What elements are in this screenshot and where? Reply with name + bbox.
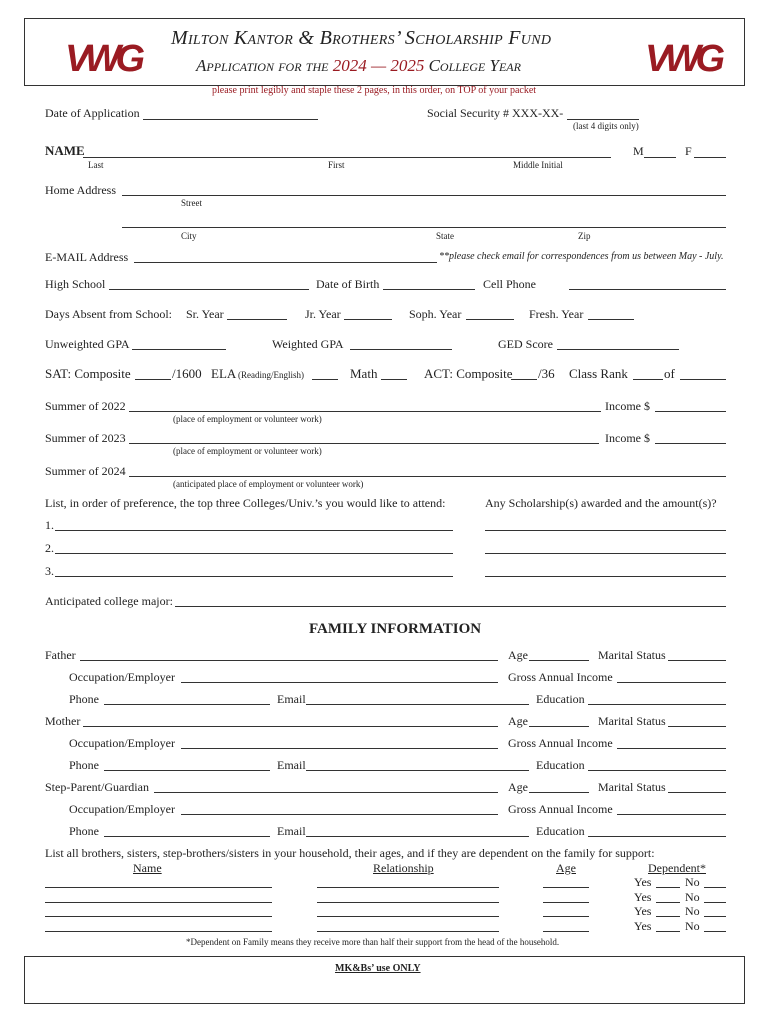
step-parent-label: Step-Parent/Guardian <box>45 780 149 794</box>
city-state-zip-field[interactable] <box>122 227 726 228</box>
summer-2022-income-field[interactable] <box>655 411 726 412</box>
sat-max: /1600 <box>172 366 202 381</box>
mother-label: Mother <box>45 714 81 728</box>
vwg-logo-right <box>643 33 729 79</box>
father-income-field[interactable] <box>617 682 726 683</box>
summer-2023-label: Summer of 2023 <box>45 431 126 445</box>
step-parent-age-field[interactable] <box>529 792 589 793</box>
mother-phone-label: Phone <box>69 758 99 772</box>
class-rank-label: Class Rank <box>569 366 628 381</box>
father-age-field[interactable] <box>529 660 589 661</box>
sr-year-label: Sr. Year <box>186 307 224 321</box>
office-use-label: MK&Bs’ use ONLY <box>335 963 421 974</box>
sat-composite-field[interactable] <box>135 379 171 380</box>
sibling-3-age-field[interactable] <box>543 916 589 917</box>
sibling-4-relationship-field[interactable] <box>317 931 499 932</box>
college-major-label: Anticipated college major: <box>45 594 173 608</box>
siblings-col-name: Name <box>133 861 162 875</box>
subtitle-years: 2024 — 2025 <box>332 56 425 75</box>
summer-2023-income-field[interactable] <box>655 443 726 444</box>
mother-marital-field[interactable] <box>668 726 726 727</box>
email-field[interactable] <box>134 262 437 263</box>
date-of-application-label: Date of Application <box>45 106 140 120</box>
sibling-1-name-field[interactable] <box>45 887 272 888</box>
subtitle-prefix: Application for the <box>196 56 329 75</box>
vwg-logo-left <box>63 33 149 79</box>
sex-m-field[interactable] <box>644 157 676 158</box>
father-age-label: Age <box>508 648 528 662</box>
father-education-label: Education <box>536 692 585 706</box>
sibling-4-yes-field[interactable] <box>656 931 680 932</box>
logo-text-right: VWG <box>645 38 725 79</box>
jr-year-label: Jr. Year <box>305 307 341 321</box>
date-of-birth-label: Date of Birth <box>316 277 380 291</box>
father-occupation-label: Occupation/Employer <box>69 670 175 684</box>
ged-score-field[interactable] <box>557 349 679 350</box>
zip-caption: Zip <box>578 231 591 241</box>
email-note: **please check email for correspondences from us between May - July. <box>439 251 724 262</box>
summer-2024-field[interactable] <box>129 476 726 477</box>
logo-text-left: VWG <box>65 38 145 79</box>
sibling-1-age-field[interactable] <box>543 887 589 888</box>
mother-occupation-label: Occupation/Employer <box>69 736 175 750</box>
father-marital-field[interactable] <box>668 660 726 661</box>
sibling-4-no-field[interactable] <box>704 931 726 932</box>
sibling-1-yes-label: Yes <box>634 875 652 889</box>
office-use-box <box>24 956 745 1004</box>
siblings-footnote: *Dependent on Family means they receive more than half their support from the head of the household. <box>186 937 560 947</box>
fresh-year-label: Fresh. Year <box>529 307 584 321</box>
class-size-field[interactable] <box>680 379 726 380</box>
step-parent-field[interactable] <box>154 792 498 793</box>
sibling-3-relationship-field[interactable] <box>317 916 499 917</box>
street-caption: Street <box>181 198 202 208</box>
math-label: Math <box>350 366 378 381</box>
sibling-3-yes-field[interactable] <box>656 916 680 917</box>
siblings-prompt: List all brothers, sisters, step-brothers/sisters in your household, their ages, and if they are dependent on the family for support: <box>45 846 655 860</box>
sibling-4-age-field[interactable] <box>543 931 589 932</box>
ged-score-label: GED Score <box>498 337 553 351</box>
sibling-2-yes-field[interactable] <box>656 902 680 903</box>
summer-2023-income-label: Income $ <box>605 431 650 445</box>
sibling-2-yes-label: Yes <box>634 890 652 904</box>
mother-email-field[interactable] <box>306 770 529 771</box>
step-parent-marital-label: Marital Status <box>598 780 666 794</box>
mother-email-label: Email <box>277 758 306 772</box>
mother-field[interactable] <box>83 726 498 727</box>
summer-2024-note: (anticipated place of employment or volunteer work) <box>173 479 364 489</box>
soph-year-field[interactable] <box>466 319 514 320</box>
college-1-field[interactable] <box>55 530 453 531</box>
family-heading: FAMILY INFORMATION <box>309 621 482 637</box>
sibling-4-no-label: No <box>685 919 700 933</box>
weighted-gpa-field[interactable] <box>350 349 452 350</box>
high-school-field[interactable] <box>109 289 309 290</box>
college-3-label: 3. <box>45 564 54 578</box>
father-phone-field[interactable] <box>104 704 270 705</box>
sibling-1-no-label: No <box>685 875 700 889</box>
summer-2023-field[interactable] <box>129 443 599 444</box>
soph-year-label: Soph. Year <box>409 307 462 321</box>
mother-income-label: Gross Annual Income <box>508 736 613 750</box>
sibling-1-no-field[interactable] <box>704 887 726 888</box>
step-parent-phone-field[interactable] <box>104 836 270 837</box>
home-address-label: Home Address <box>45 183 116 197</box>
step-parent-email-field[interactable] <box>306 836 529 837</box>
summer-2022-field[interactable] <box>129 411 601 412</box>
header-box <box>24 18 745 86</box>
name-label: NAME <box>45 143 85 158</box>
ela-label: ELA <box>211 366 237 381</box>
siblings-col-dependent: Dependent* <box>648 861 706 875</box>
college-1-label: 1. <box>45 518 54 532</box>
scholarship-1-field[interactable] <box>485 530 726 531</box>
father-education-field[interactable] <box>588 704 726 705</box>
father-label: Father <box>45 648 76 662</box>
sex-m-label: M <box>633 144 644 158</box>
jr-year-field[interactable] <box>344 319 392 320</box>
father-phone-label: Phone <box>69 692 99 706</box>
mother-income-field[interactable] <box>617 748 726 749</box>
sr-year-field[interactable] <box>227 319 287 320</box>
cell-phone-field[interactable] <box>569 289 726 290</box>
ela-note: (Reading/English) <box>238 370 304 380</box>
sibling-1-yes-field[interactable] <box>656 887 680 888</box>
mother-age-label: Age <box>508 714 528 728</box>
act-composite-field[interactable] <box>511 379 537 380</box>
subtitle-suffix: College Year <box>428 56 521 75</box>
days-absent-label: Days Absent from School: <box>45 307 172 321</box>
high-school-label: High School <box>45 277 106 291</box>
step-parent-age-label: Age <box>508 780 528 794</box>
state-caption: State <box>436 231 454 241</box>
class-rank-of: of <box>664 366 675 381</box>
summer-2024-label: Summer of 2024 <box>45 464 126 478</box>
math-field[interactable] <box>381 379 407 380</box>
fresh-year-field[interactable] <box>588 319 634 320</box>
father-occupation-field[interactable] <box>181 682 498 683</box>
sibling-2-relationship-field[interactable] <box>317 902 499 903</box>
sat-composite-label: SAT: Composite <box>45 366 131 381</box>
email-label: E-MAIL Address <box>45 250 129 264</box>
scholarships-prompt: Any Scholarship(s) awarded and the amount(s)? <box>485 496 717 510</box>
scholarship-2-field[interactable] <box>485 553 726 554</box>
mother-age-field[interactable] <box>529 726 589 727</box>
college-2-label: 2. <box>45 541 54 555</box>
sibling-4-yes-label: Yes <box>634 919 652 933</box>
name-middle-caption: Middle Initial <box>513 160 563 170</box>
colleges-prompt: List, in order of preference, the top three Colleges/Univ.’s you would like to attend: <box>45 496 446 510</box>
mother-marital-label: Marital Status <box>598 714 666 728</box>
sibling-3-name-field[interactable] <box>45 916 272 917</box>
name-last-caption: Last <box>88 160 104 170</box>
mother-education-label: Education <box>536 758 585 772</box>
mother-phone-field[interactable] <box>104 770 270 771</box>
cell-phone-label: Cell Phone <box>483 277 536 291</box>
mother-education-field[interactable] <box>588 770 726 771</box>
scholarship-3-field[interactable] <box>485 576 726 577</box>
weighted-gpa-label: Weighted GPA <box>272 337 344 351</box>
sibling-1-relationship-field[interactable] <box>317 887 499 888</box>
college-major-field[interactable] <box>175 606 726 607</box>
name-first-caption: First <box>328 160 345 170</box>
class-rank-field[interactable] <box>633 379 663 380</box>
sibling-2-name-field[interactable] <box>45 902 272 903</box>
date-of-application-field[interactable] <box>143 119 318 120</box>
summer-2022-note: (place of employment or volunteer work) <box>173 414 322 424</box>
college-3-field[interactable] <box>55 576 453 577</box>
summer-2023-note: (place of employment or volunteer work) <box>173 446 322 456</box>
summer-2022-label: Summer of 2022 <box>45 399 126 413</box>
step-parent-occupation-label: Occupation/Employer <box>69 802 175 816</box>
form-title: Milton Kantor & Brothers’ Scholarship Fund <box>171 27 552 49</box>
date-of-birth-field[interactable] <box>383 289 475 290</box>
ssn-note: (last 4 digits only) <box>573 121 639 131</box>
summer-2022-income-label: Income $ <box>605 399 650 413</box>
sibling-3-yes-label: Yes <box>634 904 652 918</box>
sibling-3-no-label: No <box>685 904 700 918</box>
ssn-label: Social Security # XXX-XX- <box>427 106 564 120</box>
step-parent-income-label: Gross Annual Income <box>508 802 613 816</box>
city-caption: City <box>181 231 197 241</box>
college-2-field[interactable] <box>55 553 453 554</box>
father-email-label: Email <box>277 692 306 706</box>
act-max: /36 <box>538 366 555 381</box>
sibling-4-name-field[interactable] <box>45 931 272 932</box>
street-field[interactable] <box>122 195 726 196</box>
step-parent-education-field[interactable] <box>588 836 726 837</box>
step-parent-occupation-field[interactable] <box>181 814 498 815</box>
siblings-col-relationship: Relationship <box>373 861 434 875</box>
sibling-2-age-field[interactable] <box>543 902 589 903</box>
siblings-col-age: Age <box>556 861 576 875</box>
step-parent-marital-field[interactable] <box>668 792 726 793</box>
sex-f-label: F <box>685 144 692 158</box>
unweighted-gpa-label: Unweighted GPA <box>45 337 130 351</box>
father-income-label: Gross Annual Income <box>508 670 613 684</box>
sex-f-field[interactable] <box>694 157 726 158</box>
form-subtitle <box>196 56 521 76</box>
mother-occupation-field[interactable] <box>181 748 498 749</box>
father-marital-label: Marital Status <box>598 648 666 662</box>
step-parent-education-label: Education <box>536 824 585 838</box>
unweighted-gpa-field[interactable] <box>132 349 226 350</box>
ssn-field[interactable] <box>567 119 639 120</box>
father-email-field[interactable] <box>306 704 529 705</box>
sibling-2-no-field[interactable] <box>704 902 726 903</box>
sibling-3-no-field[interactable] <box>704 916 726 917</box>
instructions: please print legibly and staple these 2 pages, in this order, on TOP of your packet <box>212 85 537 96</box>
sibling-2-no-label: No <box>685 890 700 904</box>
step-parent-income-field[interactable] <box>617 814 726 815</box>
act-composite-label: ACT: Composite <box>424 366 513 381</box>
step-parent-email-label: Email <box>277 824 306 838</box>
step-parent-phone-label: Phone <box>69 824 99 838</box>
father-field[interactable] <box>80 660 498 661</box>
ela-field[interactable] <box>312 379 338 380</box>
name-field[interactable] <box>83 157 611 158</box>
